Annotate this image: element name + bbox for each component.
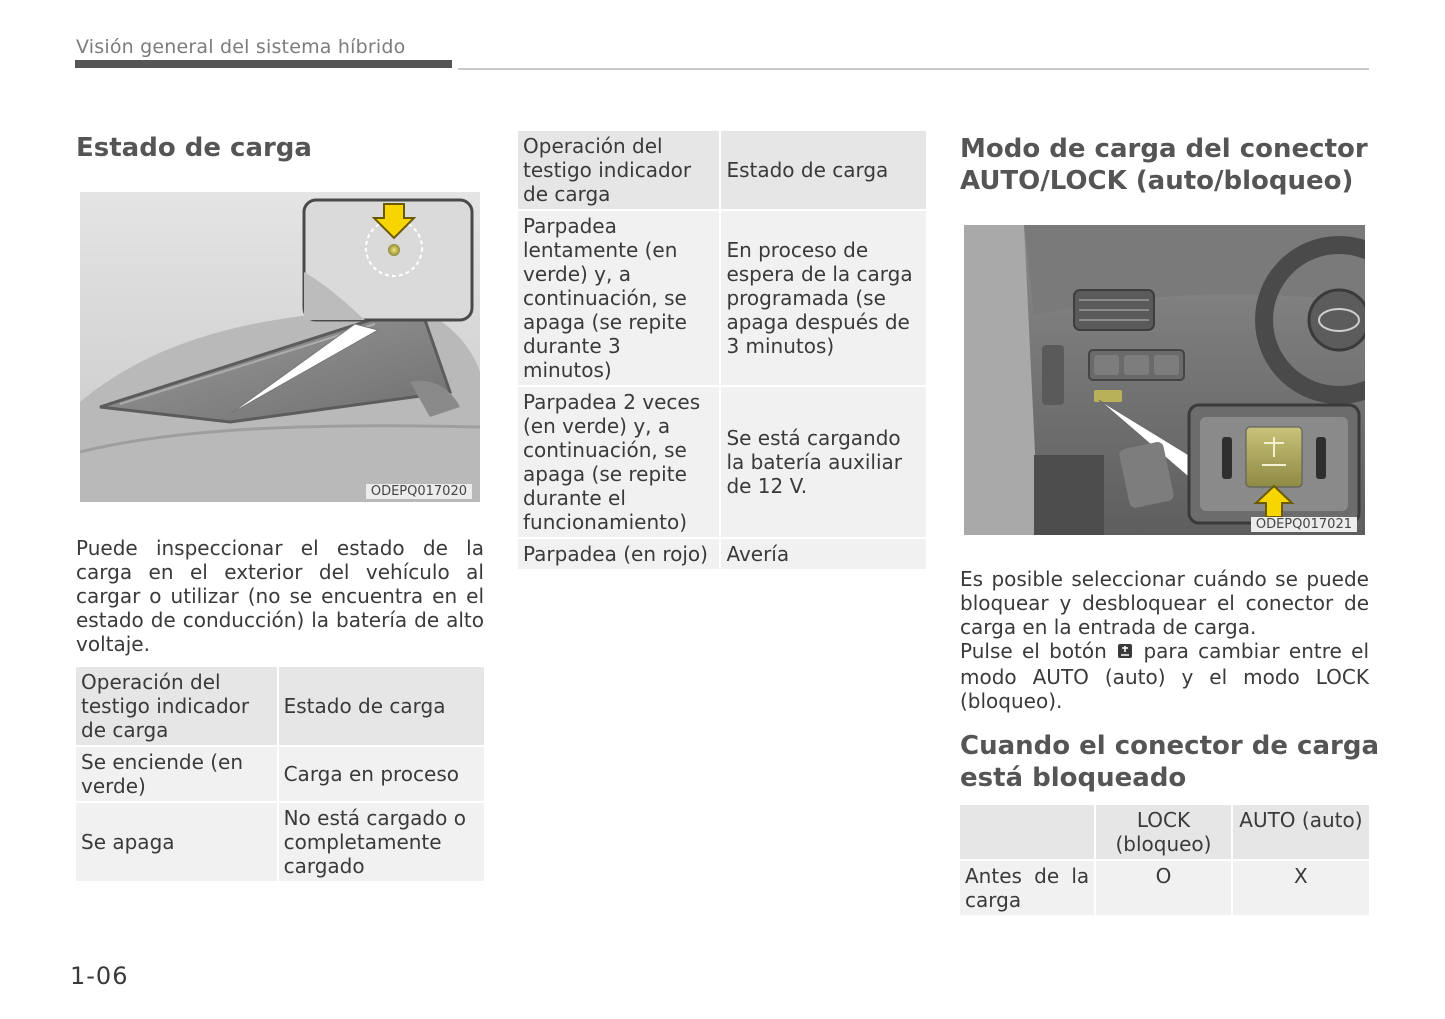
table-cell: No está cargado o completamente cargado [278, 802, 485, 882]
table-row [959, 860, 1370, 916]
table-header-cell: Operación del testigo indicador de carga [75, 666, 278, 746]
table-cell: Parpadea (en rojo) [517, 538, 720, 570]
paragraph-inspeccionar: Puede inspeccionar el estado de la carga en el exterior del vehículo al cargar o utilizar (no se encuentra en el estado de conducción) la batería de alto voltaje. [76, 536, 484, 656]
table-cell: X [1232, 860, 1370, 916]
table-header-row [959, 804, 1370, 860]
table-cell: Avería [720, 538, 927, 570]
dashboard-button-illustration [964, 225, 1365, 535]
figure-dashboard-button [964, 225, 1365, 535]
table-header-cell [959, 804, 1095, 860]
paragraph-b-post: para cambiar entre el modo AUTO (auto) y el modo LOCK (bloqueo). [960, 639, 1370, 713]
windshield-indicator-illustration [80, 192, 480, 502]
table-row [517, 210, 927, 386]
table-row [517, 538, 927, 570]
table-header-row [517, 130, 927, 210]
table-row [75, 802, 485, 882]
heading-conector-bloqueado: Cuando el conector de carga está bloqueado [960, 731, 1379, 793]
table-cell: Antes de la carga [959, 860, 1095, 916]
figure-code: ODEPQ017020 [366, 484, 472, 499]
table-header-row [75, 666, 485, 746]
table-header-cell: Estado de carga [278, 666, 485, 746]
charging-connector-button-icon [1116, 641, 1134, 665]
table-estado-carga-basico [74, 665, 486, 883]
header-rule-light [458, 68, 1369, 70]
table-header-cell: AUTO (auto) [1232, 804, 1370, 860]
table-cell: Se está cargando la batería auxiliar de 12 V. [720, 386, 927, 538]
table-cell: Parpadea 2 veces (en verde) y, a continuación, se apaga (se repite durante el funcionamiento) [517, 386, 720, 538]
table-header-cell: LOCK (bloqueo) [1095, 804, 1232, 860]
table-cell: O [1095, 860, 1232, 916]
table-header-cell: Estado de carga [720, 130, 927, 210]
paragraph-seleccionar-bloqueo [960, 567, 1369, 713]
paragraph-a: Es posible seleccionar cuándo se puede bloquear y desbloquear el conector de carga en la entrada de carga. [960, 567, 1369, 639]
table-header-cell: Operación del testigo indicador de carga [517, 130, 720, 210]
table-cell: Parpadea lentamente (en verde) y, a continuación, se apaga (se repite durante 3 minutos) [517, 210, 720, 386]
table-lock-auto [958, 803, 1371, 917]
table-row [75, 746, 485, 802]
heading-estado-de-carga: Estado de carga [76, 133, 312, 163]
header-rule-dark [75, 60, 452, 68]
table-cell: Se enciende (en verde) [75, 746, 278, 802]
figure-code: ODEPQ017021 [1251, 517, 1357, 532]
table-cell: Carga en proceso [278, 746, 485, 802]
table-cell: En proceso de espera de la carga programada (se apaga después de 3 minutos) [720, 210, 927, 386]
section-title: Visión general del sistema híbrido [76, 36, 406, 58]
figure-windshield-indicator [80, 192, 480, 502]
page-number: 1-06 [70, 962, 129, 990]
table-cell: Se apaga [75, 802, 278, 882]
table-row [517, 386, 927, 538]
table-estado-carga-parpadeo [516, 129, 928, 571]
paragraph-b-pre: Pulse el botón [960, 639, 1107, 663]
heading-modo-carga-conector: Modo de carga del conector AUTO/LOCK (auto/bloqueo) [960, 134, 1368, 196]
